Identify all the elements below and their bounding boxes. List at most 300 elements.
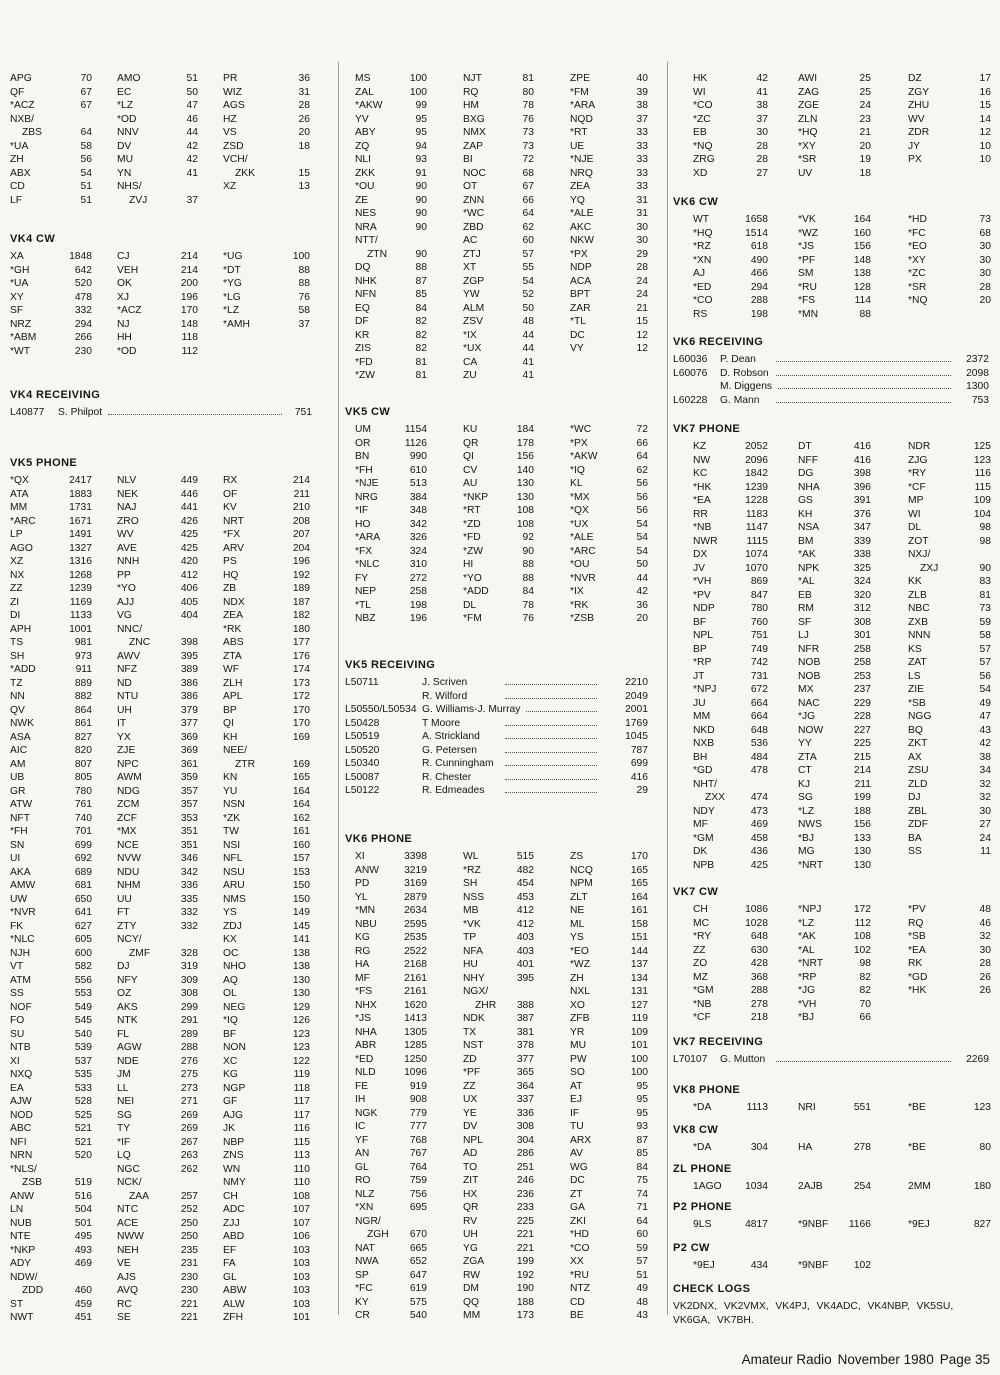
- callsign: NSN: [223, 799, 245, 810]
- callsign: NWR: [693, 535, 718, 547]
- score-row: [673, 140, 993, 154]
- callsign: 2AJB: [798, 1181, 823, 1192]
- score: 3169: [404, 878, 427, 889]
- score: 62: [522, 221, 534, 233]
- score-row: [345, 153, 667, 167]
- score: 1113: [746, 1102, 768, 1113]
- score: 365: [516, 1067, 534, 1078]
- score: 458: [750, 832, 768, 844]
- callsign: NXL: [570, 986, 591, 997]
- callsign: PW: [570, 1053, 587, 1065]
- callsign: VY: [570, 343, 584, 354]
- score: 83: [979, 576, 991, 587]
- callsign: ABX: [10, 167, 31, 179]
- callsign: *NKP: [463, 491, 489, 503]
- score-row: [10, 866, 338, 880]
- score: 2372: [966, 354, 989, 365]
- receiving-row: [673, 1053, 993, 1067]
- score: 68: [979, 227, 991, 239]
- score: 389: [180, 664, 198, 675]
- score: 37: [636, 113, 648, 125]
- callsign: TP: [463, 932, 477, 943]
- callsign: YV: [355, 113, 369, 125]
- score-row: [10, 893, 338, 907]
- callsign: ZFB: [570, 1013, 590, 1024]
- score-row: [10, 690, 338, 704]
- callsign: FL: [117, 1028, 130, 1040]
- callsign: SN: [10, 839, 25, 851]
- score: 1842: [745, 468, 768, 479]
- callsign: TY: [117, 1123, 131, 1134]
- score: 1096: [404, 1067, 427, 1078]
- callsign: XO: [570, 999, 585, 1011]
- callsign: *AK: [798, 549, 816, 560]
- score-section: [673, 1241, 993, 1273]
- score: 76: [522, 113, 534, 125]
- callsign: NN: [10, 691, 25, 702]
- callsign: ABC: [10, 1123, 32, 1134]
- callsign: GA: [570, 1202, 585, 1213]
- callsign: QV: [10, 704, 25, 716]
- callsign: UX: [463, 1094, 478, 1105]
- score: 95: [636, 1094, 648, 1105]
- score-row: [345, 1174, 667, 1188]
- score: 3219: [404, 864, 427, 876]
- score: 2096: [745, 454, 768, 466]
- callsign: NOB: [798, 670, 821, 682]
- callsign: ZRO: [117, 515, 139, 527]
- score: 731: [750, 670, 768, 682]
- section-heading: VK6 PHONE: [345, 833, 413, 845]
- score: 301: [853, 630, 871, 641]
- score: 820: [74, 745, 92, 756]
- score: 103: [292, 1285, 310, 1296]
- score-row: [10, 1001, 338, 1015]
- operator-name: G. Mann: [720, 394, 760, 406]
- score-row: [10, 1257, 338, 1271]
- score-row: [345, 315, 667, 329]
- callsign: *UX: [463, 343, 482, 354]
- callsign: MG: [798, 846, 815, 857]
- callsign: *CO: [693, 100, 713, 111]
- callsign: NLI: [355, 154, 372, 165]
- score: 420: [180, 556, 198, 567]
- callsign: MM: [10, 502, 28, 513]
- score: 204: [292, 542, 310, 554]
- callsign: *RP: [693, 657, 712, 668]
- score-row: [673, 240, 993, 254]
- score: 43: [636, 1310, 648, 1321]
- score: 125: [973, 441, 991, 452]
- score: 145: [292, 920, 310, 932]
- callsign: HX: [463, 1188, 478, 1200]
- score: 236: [516, 1188, 534, 1200]
- callsign: OZ: [117, 988, 132, 999]
- callsign: ABS: [223, 637, 244, 648]
- section-heading: VK7 RECEIVING: [673, 1036, 764, 1048]
- score: 52: [522, 289, 534, 300]
- score: 80: [522, 86, 534, 98]
- callsign: *ARC: [10, 515, 36, 527]
- score: 123: [973, 1102, 991, 1113]
- score: 140: [516, 464, 534, 476]
- score-row: [10, 194, 338, 208]
- score: 266: [74, 332, 92, 343]
- score: 85: [415, 289, 427, 300]
- callsign: NDE: [117, 1055, 139, 1067]
- score-row: [345, 194, 667, 208]
- callsign: *NVR: [570, 572, 596, 584]
- score: 11: [980, 846, 991, 857]
- score: 170: [292, 704, 310, 716]
- score: 861: [74, 718, 92, 729]
- score: 250: [180, 1231, 198, 1242]
- callsign: *MN: [798, 308, 819, 320]
- score: 258: [853, 657, 871, 668]
- score: 165: [630, 878, 648, 889]
- section-heading: ZL PHONE: [673, 1163, 732, 1175]
- score: 650: [74, 893, 92, 905]
- callsign: LL: [117, 1082, 129, 1094]
- score: 221: [516, 1229, 534, 1240]
- score: 395: [516, 972, 534, 984]
- callsign: *9NBF: [798, 1260, 829, 1271]
- score: 1300: [966, 381, 989, 392]
- callsign: MB: [463, 905, 479, 916]
- leader-dots: [526, 703, 597, 712]
- score-row: [10, 906, 338, 920]
- callsign: RQ: [908, 917, 924, 929]
- callsign: MS: [355, 73, 371, 84]
- leader-dots: [108, 406, 282, 415]
- score: 647: [409, 1269, 427, 1281]
- score: 129: [292, 1001, 310, 1013]
- callsign: DK: [693, 846, 708, 857]
- score: 54: [636, 545, 648, 557]
- score: 384: [409, 491, 427, 503]
- callsign: *RZ: [463, 864, 481, 876]
- callsign: DM: [463, 1283, 480, 1294]
- callsign: NVW: [117, 853, 142, 864]
- score: 110: [293, 1177, 310, 1188]
- callsign: ZIT: [463, 1175, 479, 1186]
- score: 31: [298, 86, 310, 98]
- score: 406: [180, 583, 198, 594]
- score: 2001: [625, 704, 648, 715]
- callsign: *IF: [355, 505, 369, 516]
- score: 24: [636, 275, 648, 287]
- score: 24: [859, 100, 871, 111]
- score: 446: [180, 488, 198, 500]
- score-row: [345, 437, 667, 451]
- callsign: *SR: [908, 281, 927, 293]
- callsign: NKD: [693, 724, 715, 736]
- callsign: NFZ: [117, 664, 138, 675]
- callsign: TW: [223, 826, 240, 837]
- section-heading: VK5 RECEIVING: [345, 659, 436, 671]
- callsign: *XY: [798, 140, 816, 152]
- callsign: *RY: [908, 468, 927, 479]
- callsign: ANW: [10, 1190, 35, 1202]
- callsign: YX: [117, 731, 131, 743]
- callsign: NQD: [570, 113, 593, 125]
- callsign: MZ: [693, 971, 708, 983]
- callsign: HU: [463, 959, 478, 970]
- callsign: *NLS/: [10, 1163, 37, 1175]
- score: 64: [522, 208, 534, 219]
- callsign: *RP: [798, 971, 817, 983]
- callsign: VE: [117, 1258, 131, 1269]
- callsign: SH: [463, 878, 478, 889]
- callsign: NHY: [463, 972, 485, 984]
- callsign: ZRG: [693, 154, 715, 165]
- callsign: MX: [798, 684, 814, 695]
- score: 981: [74, 637, 92, 648]
- score: 237: [853, 684, 871, 695]
- score: 62: [636, 464, 648, 476]
- score: 319: [180, 961, 198, 972]
- score: 60: [636, 1229, 648, 1240]
- callsign: ARX: [570, 1134, 592, 1146]
- callsign: GF: [223, 1096, 238, 1107]
- score-row: [10, 731, 338, 745]
- score-row: [345, 1228, 667, 1242]
- score: 88: [298, 264, 310, 276]
- score-row: [345, 1012, 667, 1026]
- score-row: [673, 99, 993, 113]
- score: 172: [292, 691, 310, 702]
- score: 21: [636, 302, 648, 314]
- score: 610: [409, 464, 427, 476]
- callsign: OK: [117, 278, 132, 289]
- callsign: EB: [693, 127, 707, 138]
- score: 347: [853, 522, 871, 533]
- score: 10: [979, 154, 991, 165]
- score: 90: [415, 221, 427, 233]
- section-heading: VK6 CW: [673, 196, 719, 208]
- score: 95: [415, 113, 427, 125]
- score: 94: [415, 140, 427, 152]
- score: 138: [292, 947, 310, 959]
- score-row: [673, 656, 993, 670]
- score-row: [10, 345, 338, 359]
- callsign: EJ: [570, 1094, 583, 1105]
- score-row: [10, 167, 338, 181]
- callsign: *DA: [693, 1142, 712, 1153]
- score: 235: [180, 1244, 198, 1256]
- score: 228: [853, 711, 871, 722]
- callsign: WI: [908, 508, 921, 520]
- section-heading: VK4 RECEIVING: [10, 389, 101, 401]
- callsign: BP: [693, 643, 707, 655]
- operator-name: J. Scriven: [422, 677, 468, 688]
- score: 59: [979, 616, 991, 628]
- score: 1070: [745, 562, 768, 574]
- score: 254: [853, 1181, 871, 1192]
- score: 44: [522, 329, 534, 341]
- callsign: NHT/: [693, 778, 718, 790]
- callsign: KG: [355, 932, 370, 943]
- score: 192: [516, 1269, 534, 1281]
- score: 1028: [745, 917, 768, 929]
- score: 29: [636, 785, 648, 796]
- score: 107: [292, 1217, 310, 1229]
- callsign: ZMF: [129, 947, 151, 959]
- score-row: [345, 288, 667, 302]
- score: 12: [636, 329, 648, 341]
- score-row: [10, 1203, 338, 1217]
- score-section: [673, 72, 993, 180]
- callsign: AJG: [223, 1109, 244, 1121]
- score: 122: [292, 1055, 310, 1067]
- section-heading: VK5 CW: [345, 406, 391, 418]
- callsign: NAJ: [117, 502, 137, 513]
- callsign: ZGY: [908, 86, 930, 98]
- callsign: ZVJ: [129, 194, 148, 206]
- score: 214: [180, 264, 198, 276]
- callsign: NDG: [117, 785, 140, 797]
- score-row: [673, 602, 993, 616]
- callsign: NTU: [117, 691, 139, 702]
- score: 214: [853, 765, 871, 776]
- callsign: ZLN: [798, 113, 818, 125]
- score-section: [673, 1282, 993, 1328]
- callsign: *WT: [10, 345, 31, 357]
- score: 267: [180, 1136, 198, 1148]
- callsign: *ZW: [355, 370, 376, 381]
- score-row: [345, 1134, 667, 1148]
- callsign: QF: [10, 86, 25, 98]
- callsign: DJ: [908, 792, 921, 803]
- score: 27: [979, 819, 991, 830]
- callsign: *SB: [908, 931, 926, 942]
- score: 309: [180, 974, 198, 986]
- score: 515: [516, 851, 534, 862]
- score: 369: [180, 731, 198, 743]
- log-number: L50711: [345, 677, 379, 688]
- score: 252: [180, 1204, 198, 1215]
- callsign: NSA: [798, 522, 820, 533]
- callsign: AGW: [117, 1042, 142, 1053]
- callsign: ABW: [223, 1285, 247, 1296]
- callsign: FA: [223, 1258, 236, 1269]
- score: 403: [516, 945, 534, 957]
- score-row: [673, 494, 993, 508]
- callsign: *NQ: [693, 140, 713, 152]
- score-row: [673, 281, 993, 295]
- score: 21: [859, 127, 871, 138]
- score: 378: [516, 1040, 534, 1051]
- callsign: *NRT: [798, 958, 823, 969]
- score-row: [10, 555, 338, 569]
- callsign: NRA: [355, 221, 377, 233]
- score: 200: [180, 278, 198, 289]
- score: 308: [180, 988, 198, 999]
- callsign: SS: [10, 988, 24, 999]
- score: 28: [298, 100, 310, 111]
- score: 90: [979, 562, 991, 574]
- score-row: [673, 521, 993, 535]
- callsign: ZZ: [693, 944, 706, 956]
- score: 695: [409, 1202, 427, 1213]
- score: 117: [293, 1096, 310, 1107]
- score-row: [673, 697, 993, 711]
- callsign: RK: [908, 958, 923, 969]
- score: 911: [75, 664, 92, 675]
- callsign: *WC: [463, 208, 485, 219]
- score-row: [673, 213, 993, 227]
- score: 1147: [745, 522, 768, 533]
- callsign: *9EJ: [693, 1260, 715, 1271]
- score: 539: [74, 1042, 92, 1053]
- score: 40: [636, 73, 648, 84]
- callsign: BH: [693, 751, 708, 763]
- callsign: *HQ: [798, 127, 818, 138]
- score: 182: [292, 610, 310, 621]
- score: 768: [409, 1134, 427, 1146]
- callsign: XZ: [223, 181, 237, 192]
- callsign: GL: [355, 1161, 369, 1173]
- callsign: APL: [223, 691, 243, 702]
- score: 68: [522, 167, 534, 179]
- callsign: NOD: [10, 1109, 33, 1121]
- callsign: *EA: [693, 495, 711, 506]
- callsign: XA: [10, 251, 24, 262]
- score: 95: [636, 1107, 648, 1119]
- score: 1327: [69, 542, 92, 554]
- score: 30: [979, 944, 991, 956]
- callsign: NHA: [798, 481, 820, 493]
- score: 889: [74, 677, 92, 689]
- callsign: AKC: [570, 221, 592, 233]
- callsign: ZGP: [463, 275, 485, 287]
- score: 28: [636, 262, 648, 273]
- callsign: *RU: [798, 281, 817, 293]
- score-row: [345, 999, 667, 1013]
- callsign: HA: [355, 959, 370, 970]
- callsign: *TL: [570, 316, 587, 327]
- score: 246: [516, 1175, 534, 1186]
- score: 93: [636, 1121, 648, 1132]
- callsign: WG: [570, 1161, 588, 1173]
- score: 98: [859, 958, 871, 969]
- callsign: NDR: [908, 441, 931, 452]
- score: 759: [409, 1175, 427, 1186]
- score: 304: [750, 1142, 768, 1153]
- callsign: ZGE: [798, 100, 820, 111]
- callsign: ZO: [693, 958, 708, 969]
- score: 379: [180, 704, 198, 716]
- score: 112: [181, 345, 198, 357]
- callsign: NBC: [908, 603, 930, 614]
- callsign: RS: [693, 308, 708, 320]
- callsign: *RK: [223, 623, 242, 635]
- callsign: AGS: [223, 100, 245, 111]
- score: 291: [180, 1015, 198, 1026]
- score: 751: [750, 630, 768, 641]
- callsign: ZTA: [798, 751, 817, 763]
- score: 749: [750, 643, 768, 655]
- callsign: NWK: [10, 718, 35, 729]
- score-section: [10, 388, 338, 420]
- score-row: [673, 440, 993, 454]
- score: 361: [180, 758, 198, 770]
- score: 108: [853, 931, 871, 942]
- score-row: [673, 805, 993, 819]
- callsign: 1AGO: [693, 1181, 722, 1192]
- score: 388: [516, 999, 534, 1011]
- score: 196: [292, 556, 310, 567]
